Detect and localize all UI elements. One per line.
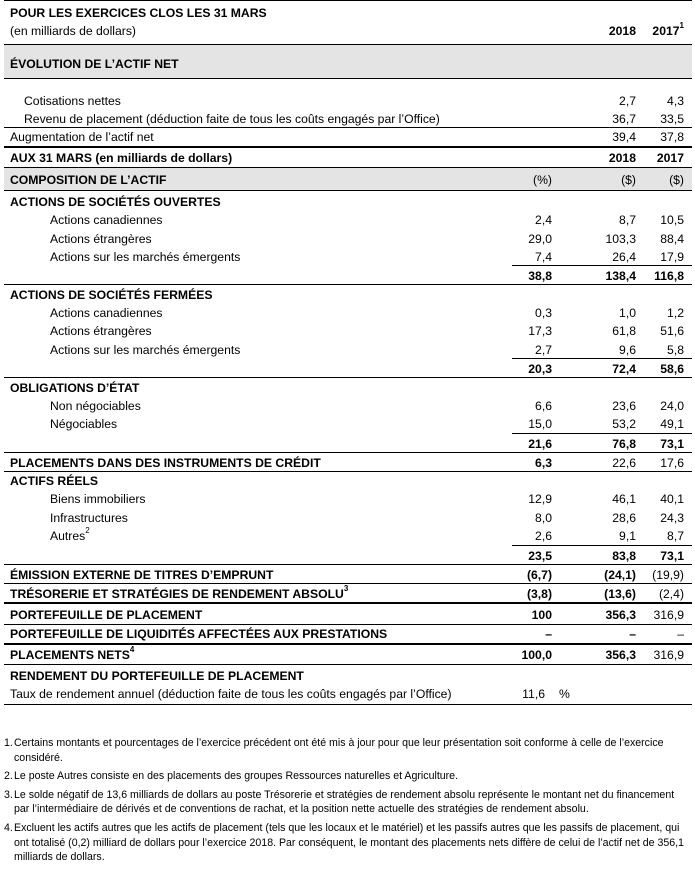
- footnote: [4, 821, 688, 865]
- rule: [4, 377, 692, 378]
- value-2017: 17,6: [660, 456, 684, 470]
- value-pct: 20,3: [528, 362, 552, 376]
- value-2017: 49,1: [660, 417, 684, 431]
- footnote-number: 4.: [4, 821, 13, 834]
- value-pct: 2,7: [535, 343, 552, 357]
- row-label: Actions étrangères: [50, 232, 152, 246]
- row-label: Non négociables: [50, 399, 141, 413]
- rule: [4, 664, 692, 665]
- row-label: Actions canadiennes: [50, 213, 163, 227]
- row-label: Actions étrangères: [50, 324, 152, 338]
- table-title: POUR LES EXERCICES CLOS LES 31 MARS: [10, 6, 267, 20]
- row-label: Actions sur les marchés émergents: [50, 343, 241, 357]
- value-2018: –: [629, 627, 636, 641]
- footnote-text: Excluent les actifs autres que les actifs de placement (tels que les locaux et le matériel) et les passifs autres que les passifs de placement, qui ont totalisé (0,2) milliard de dollars pour l’exercice 2018. Par conséquent, le montant des placements nets diffère de celui de l’actif net de 356,1 milliards de dollars.: [14, 821, 684, 864]
- value-pct: (6,7): [526, 568, 552, 582]
- value-2017: 316,9: [653, 608, 684, 622]
- value-2017: 73,1: [660, 437, 684, 451]
- value-2017: 17,9: [660, 250, 684, 264]
- value-2017: 88,4: [660, 232, 684, 246]
- section-heading: RENDEMENT DU PORTEFEUILLE DE PLACEMENT: [10, 669, 304, 683]
- subtotal-rule: [512, 545, 692, 546]
- footnotes: [4, 736, 688, 869]
- section-heading: COMPOSITION DE L’ACTIF: [10, 173, 167, 187]
- value-2018: 28,6: [612, 511, 636, 525]
- value-pct: 0,3: [535, 306, 552, 320]
- value-2018: 76,8: [612, 437, 636, 451]
- value-2018: 72,4: [612, 362, 636, 376]
- value-2017: 58,6: [660, 362, 684, 376]
- row-label: Biens immobiliers: [50, 492, 146, 506]
- rule: [4, 190, 692, 191]
- value-2018: 36,7: [612, 112, 636, 126]
- value-pct: 100,0: [521, 648, 552, 662]
- value-2017: 73,1: [660, 549, 684, 563]
- rule: [4, 284, 692, 285]
- footnote-number: 3.: [4, 788, 13, 801]
- value-2018: 2,7: [619, 94, 636, 108]
- rule: [4, 44, 692, 45]
- col-header-2018: 2018: [608, 151, 636, 165]
- rule: [4, 452, 692, 453]
- rule: [4, 78, 692, 79]
- row-label: Actions sur les marchés émergents: [50, 250, 241, 264]
- value-pct: 21,6: [528, 437, 552, 451]
- rule: [4, 564, 692, 565]
- section-heading: ÉVOLUTION DE L’ACTIF NET: [10, 57, 179, 71]
- col-header-2017: 2017: [656, 151, 684, 165]
- value-2018: (13,6): [604, 587, 636, 601]
- value-pct: 29,0: [528, 232, 552, 246]
- value-2017: (2,4): [658, 587, 684, 601]
- value-2018: 356,3: [605, 648, 636, 662]
- value-pct: (3,8): [526, 587, 552, 601]
- value-pct: –: [545, 627, 552, 641]
- col-header-2018: 2018: [608, 24, 636, 38]
- value-2018: 138,4: [605, 269, 636, 283]
- value-2018: 1,0: [619, 306, 636, 320]
- unit-2017: ($): [669, 173, 684, 187]
- unit-pct: (%): [533, 173, 552, 187]
- value-2018: 26,4: [612, 250, 636, 264]
- rule-top: [4, 0, 692, 1]
- value-2018: 8,7: [619, 213, 636, 227]
- value-2017: (19,9): [652, 568, 684, 582]
- rule: [4, 167, 692, 168]
- footnote-text: Certains montants et pourcentages de l’exercice précédent ont été mis à jour pour que leur présentation soit conforme à celle de l’exercice considéré.: [14, 737, 664, 764]
- rule-bottom: [4, 704, 692, 705]
- value-2017: 316,9: [653, 648, 684, 662]
- footnote-text: Le solde négatif de 13,6 milliards de dollars au poste Trésorerie et stratégies de rendement absolu représente le montant net du financement par l’intermédiaire de dérivés et de conventions de rachat, et la position nette actuelle des stratégies de rendement absolu.: [14, 788, 675, 816]
- footnote-text: Le poste Autres consiste en des placements des groupes Ressources naturelles et Agriculture.: [14, 770, 459, 783]
- value-pct: 15,0: [528, 417, 552, 431]
- footnote: [4, 736, 688, 765]
- value-pct: 17,3: [528, 324, 552, 338]
- value-2017: 8,7: [667, 529, 684, 543]
- rule: [4, 127, 692, 128]
- value-2018: 356,3: [605, 608, 636, 622]
- rule: [4, 583, 692, 584]
- row-label: PORTEFEUILLE DE PLACEMENT: [10, 608, 203, 622]
- row-label: PLACEMENTS NETS$^4$: [10, 645, 135, 662]
- value-2017: 40,1: [660, 492, 684, 506]
- row-label: Taux de rendement annuel (déduction faite de tous les coûts engagés par l’Office): [10, 687, 452, 701]
- value-2018: 61,8: [612, 324, 636, 338]
- value-pct: 6,3: [535, 456, 552, 470]
- group-heading: ACTIONS DE SOCIÉTÉS FERMÉES: [10, 288, 213, 302]
- value-2018: 46,1: [612, 492, 636, 506]
- value-pct: 7,4: [535, 250, 552, 264]
- date-label: AUX 31 MARS (en milliards de dollars): [10, 151, 233, 165]
- subtotal-rule: [512, 433, 692, 434]
- subtotal-rule: [512, 265, 692, 266]
- rule: [4, 471, 692, 472]
- value-2017: 37,8: [660, 130, 684, 144]
- row-label: ÉMISSION EXTERNE DE TITRES D’EMPRUNT: [10, 568, 274, 582]
- rule-thick: [4, 602, 692, 604]
- row-label: Augmentation de l’actif net: [10, 130, 154, 144]
- value-2017: 33,5: [660, 112, 684, 126]
- rule: [4, 624, 692, 625]
- footnote: [4, 788, 688, 817]
- col-header-2017: 2017$^1$: [652, 21, 684, 38]
- value-2018: 22,6: [612, 456, 636, 470]
- value-pct: 6,6: [535, 399, 552, 413]
- value-pct: 8,0: [535, 511, 552, 525]
- group-heading: ACTIFS RÉELS: [10, 474, 99, 488]
- value-2018: 103,3: [605, 232, 636, 246]
- value-2018: 23,6: [612, 399, 636, 413]
- subtotal-rule: [512, 358, 692, 359]
- footnote-number: 1.: [4, 737, 13, 749]
- value-2017: 24,0: [660, 399, 684, 413]
- value-2018: 9,1: [619, 529, 636, 543]
- rule-thick: [4, 146, 692, 148]
- value-pct: 38,8: [528, 269, 552, 283]
- value-2017: 51,6: [660, 324, 684, 338]
- value-2018: 9,6: [619, 343, 636, 357]
- return-unit: %: [559, 687, 570, 701]
- value-pct: 100: [531, 608, 552, 622]
- value-2017: –: [677, 627, 684, 641]
- footnote: [4, 769, 688, 784]
- return-value: 11,6: [522, 687, 545, 701]
- row-label: Cotisations nettes: [24, 94, 121, 108]
- value-pct: 2,4: [535, 213, 552, 227]
- value-2017: 1,2: [667, 306, 684, 320]
- row-label: TRÉSORERIE ET STRATÉGIES DE RENDEMENT ABSOLU$^3$: [10, 584, 349, 601]
- row-label: Autres$^2$: [50, 526, 90, 543]
- value-2018: 39,4: [612, 130, 636, 144]
- value-2017: 4,3: [667, 94, 684, 108]
- value-pct: 23,5: [528, 549, 552, 563]
- value-2018: 83,8: [612, 549, 636, 563]
- value-2017: 24,3: [660, 511, 684, 525]
- value-2017: 10,5: [660, 213, 684, 227]
- row-label: Négociables: [50, 417, 118, 431]
- group-heading: OBLIGATIONS D’ÉTAT: [10, 381, 140, 395]
- value-2018: 53,2: [612, 417, 636, 431]
- value-pct: 12,9: [528, 492, 552, 506]
- value-2017: 5,8: [667, 343, 684, 357]
- value-pct: 2,6: [535, 529, 552, 543]
- group-heading: ACTIONS DE SOCIÉTÉS OUVERTES: [10, 195, 221, 209]
- unit-2018: ($): [621, 173, 636, 187]
- value-2018: (24,1): [604, 568, 636, 582]
- row-label: PLACEMENTS DANS DES INSTRUMENTS DE CRÉDIT: [10, 456, 321, 470]
- value-2017: 116,8: [654, 269, 684, 283]
- footnote-number: 2.: [4, 770, 13, 783]
- table-subtitle: (en milliards de dollars): [10, 24, 136, 38]
- rule-thick: [4, 643, 692, 645]
- row-label: Actions canadiennes: [50, 306, 163, 320]
- row-label: PORTEFEUILLE DE LIQUIDITÉS AFFECTÉES AUX PRESTATIONS: [10, 627, 388, 641]
- row-label: Infrastructures: [50, 511, 128, 525]
- row-label: Revenu de placement (déduction faite de tous les coûts engagés par l’Office): [24, 112, 440, 126]
